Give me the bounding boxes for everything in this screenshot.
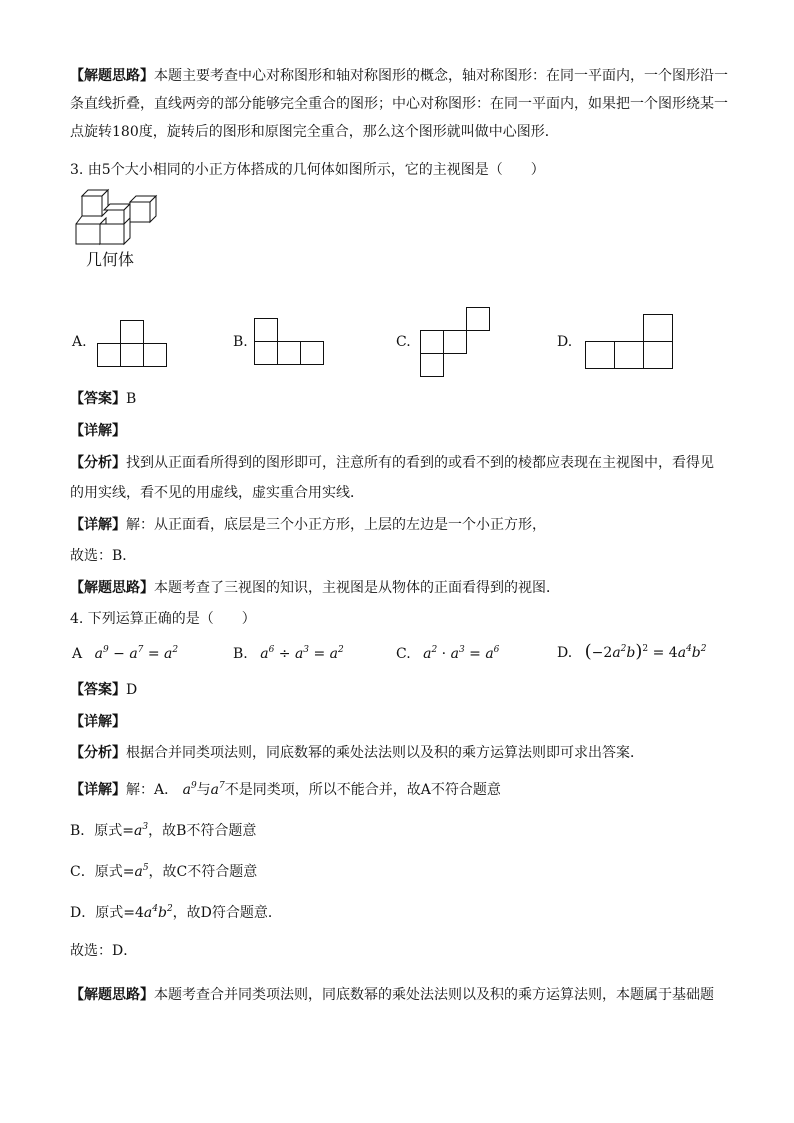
q3-option-d-figure [585, 314, 677, 370]
q3-figure-caption: 几何体 [86, 250, 135, 269]
q4-analysis: 【分析】根据合并同类项法则，同底数幂的乘处法法则以及积的乘方运算法则即可求出答案． [70, 745, 644, 761]
q2-thinking-tag: 【解题思路】 [70, 68, 154, 84]
q4-detail-a: 【详解】解：A． $a^9$与$a^7$不是同类项，所以不能合并，故A不符合题意 [70, 781, 501, 798]
q4-detail-d: D．原式$=4a^4b^2$，故D符合题意． [70, 904, 282, 921]
q3-option-c-label: C. [396, 334, 411, 350]
q4-conclusion: 故选：D． [70, 943, 138, 959]
q4-option-d: D. $(-2a^2b)^2 = 4a^4b^2$ [557, 641, 707, 662]
q3-conclusion: 故选：B． [70, 548, 137, 564]
q3-option-a-label: A. [72, 334, 87, 350]
q4-detail-head: 【详解】 [70, 714, 126, 730]
q3-detail: 【详解】解：从正面看，底层是三个小正方形，上层的左边是一个小正方形， [70, 517, 546, 533]
q3-analysis-line2: 的用实线，看不见的用虚线，虚实重合用实线． [70, 485, 364, 501]
q3-option-a-figure [97, 320, 167, 368]
q3-detail-head: 【详解】 [70, 423, 126, 439]
q2-thinking [70, 62, 730, 146]
q3-option-b-label: B. [233, 334, 248, 350]
q4-detail-b: B．原式$=a^3$，故B不符合题意 [70, 822, 257, 839]
q3-answer: 【答案】B [70, 391, 137, 407]
q4-stem: 4. 下列运算正确的是（ ） [70, 611, 256, 627]
q3-analysis-line1: 【分析】找到从正面看所得到的图形即可，注意所有的看到的或看不到的棱都应表现在主视图中，看得见 [70, 455, 714, 471]
q4-option-a: A $a^9 - a^7 = a^2$ [72, 645, 179, 662]
q4-detail-c: C．原式$=a^5$，故C不符合题意 [70, 863, 258, 880]
q4-option-c: C. $a^2 \cdot a^3 = a^6$ [396, 645, 500, 662]
q3-solid-figure [74, 188, 164, 246]
q3-option-d-label: D. [557, 334, 573, 350]
q2-thinking-text: 本题主要考查中心对称图形和轴对称图形的概念，轴对称图形：在同一平面内，一个图形沿一条直线折叠，直线两旁的部分能够完全重合的图形；中心对称图形：在同一平面内，如果把一个图形绕某一点旋转180度，旋转后的图形和原图完全重合，那么这个图形就叫做中心图形． [70, 68, 728, 140]
q4-answer: 【答案】D [70, 682, 138, 698]
q3-thinking: 【解题思路】本题考查了三视图的知识，主视图是从物体的正面看得到的视图． [70, 580, 560, 596]
q3-option-b-figure [254, 318, 324, 366]
q3-option-c-figure [420, 307, 492, 377]
q3-stem: 3. 由5个大小相同的小正方体搭成的几何体如图所示，它的主视图是（ ） [70, 162, 545, 178]
q4-thinking: 【解题思路】本题考查合并同类项法则，同底数幂的乘处法法则以及积的乘方运算法则，本题属于基础题 [70, 987, 714, 1003]
q4-option-b: B. $a^6 \div a^3 = a^2$ [233, 645, 344, 662]
